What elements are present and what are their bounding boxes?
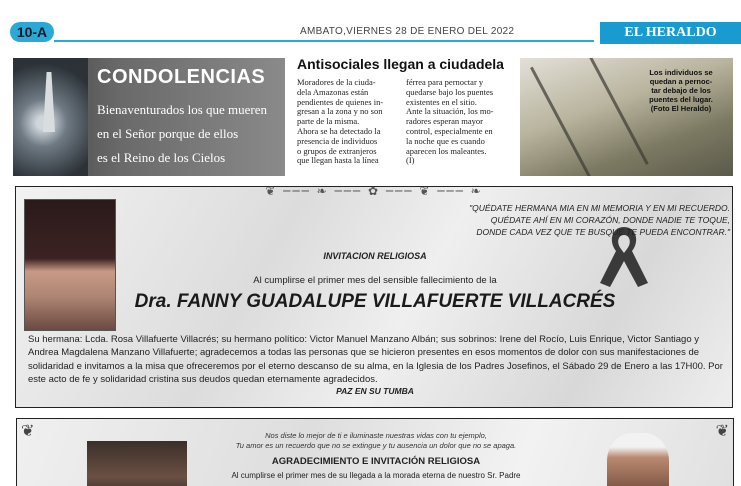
page-number-badge: 10-A xyxy=(10,22,54,42)
ornament-left-icon: ❦ xyxy=(21,421,35,440)
article-photo xyxy=(520,58,733,176)
article-line: o grupos de extranjeros xyxy=(297,145,377,156)
memorial-quote-2 xyxy=(17,431,735,451)
article-line: la noche que es cuando xyxy=(406,135,485,146)
article-line: control, especialmente en xyxy=(406,125,493,136)
article-line: aparecen los maleantes. xyxy=(406,145,487,156)
article-line: radores esperan mayor xyxy=(406,116,483,127)
caption-line: quedan a pernoc- xyxy=(649,77,713,86)
article-column-2 xyxy=(406,78,512,166)
article-headline: Antisociales llegan a ciudadela xyxy=(297,56,504,72)
page-header xyxy=(0,0,741,44)
article-line: férrea para pernoctar y xyxy=(406,77,484,87)
condolences-banner xyxy=(13,58,285,176)
dateline: AMBATO,VIERNES 28 DE ENERO DEL 2022 xyxy=(300,26,515,37)
condolences-title: CONDOLENCIAS xyxy=(97,66,266,88)
verse-line: Bienaventurados los que mueren xyxy=(97,102,268,117)
article-line: que llegan hasta la línea xyxy=(297,155,379,166)
closing-line: PAZ EN SU TUMBA xyxy=(336,386,414,396)
ornament-border: ❦ ─── ❧ ─── ✿ ─── ❦ ─── ❧ xyxy=(265,184,483,198)
article-line: pendientes de quienes in- xyxy=(297,96,384,107)
article-line: parte de la misma. xyxy=(297,116,360,127)
caption-line: tar debajo de los xyxy=(651,86,711,95)
obituary-notice xyxy=(15,186,733,408)
quote-line: "QUÉDATE HERMANA MIA EN MI MEMORIA Y EN MI RECUERDO. xyxy=(469,203,730,213)
article-line: dela Amazonas están xyxy=(297,86,369,97)
second-obituary-notice xyxy=(16,418,734,486)
newspaper-brand: EL HERALDO xyxy=(600,22,741,44)
verse-line: es el Reino de los Cielos xyxy=(97,150,226,165)
lighthouse-image xyxy=(13,58,88,176)
quote-line: QUÉDATE AHÍ EN MI CORAZÓN, DONDE NADIE TE TOQUE, xyxy=(490,215,730,225)
ornament-right-icon: ❦ xyxy=(715,421,729,440)
verse-line: en el Señor porque de ellos xyxy=(97,126,239,141)
article-line: (I) xyxy=(406,155,415,166)
deceased-name: Dra. FANNY GUADALUPE VILLAFUERTE VILLACRÉS xyxy=(134,291,616,312)
article-line: quedarse bajo los puentes xyxy=(406,86,494,97)
header-rule xyxy=(54,40,594,42)
caption-line: Los individuos se xyxy=(649,68,713,77)
article-line: Moradores de la ciuda- xyxy=(297,77,376,87)
obituary-intro: Al cumplirse el primer mes del sensible fallecimiento de la xyxy=(253,275,497,286)
memorial-quote xyxy=(416,202,730,238)
article-line: presencia de individuos xyxy=(297,135,378,146)
caption-line: puentes del lugar. xyxy=(649,95,713,104)
lighthouse-icon xyxy=(43,72,55,132)
quote-line: Nos diste lo mejor de ti e iluminaste nuestras vidas con tu ejemplo, xyxy=(265,431,487,440)
second-obituary-title: AGRADECIMIENTO E INVITACIÓN RELIGIOSA xyxy=(271,456,481,467)
quote-line: Tu amor es un recuerdo que no se extingue y tu ausencia un dolor que no se apaga. xyxy=(235,441,517,450)
article-column-1 xyxy=(297,78,397,166)
obituary-body: Su hermana: Lcda. Rosa Villafuerte Villacrés; su hermano político: Victor Manuel Manzano Albán; sus sobrinos: Irene del Rocío, Luis Enrique, Victor Santiago y Andrea Magdalena Manzano Villafuerte; agradecemos a todas las personas que se hicieron presentes en esos momentos de dolor con sus manifestaciones de solidaridad e invitamos a la misa que ofreceremos por el eterno descanso de su alma, en la Iglesia de los Padres Josefinos, el Sábado 29 de Enero a las 17H00. Por este acto de fe y solidaridad cristina sus deudos quedan eternamente agradecidos. xyxy=(28,334,723,386)
article-line: Ahora se ha detectado la xyxy=(297,125,381,136)
caption-line: (Foto El Heraldo) xyxy=(650,104,712,113)
article-line: existentes en el sitio. xyxy=(406,96,477,107)
railway-tracks xyxy=(530,58,649,176)
condolences-verse xyxy=(97,98,283,170)
photo-caption xyxy=(635,68,727,113)
quote-line: DONDE CADA VEZ QUE TE BUSQUE TE PUEDA ENCONTRAR." xyxy=(476,227,730,237)
article-line: gresan a la zona y no son xyxy=(297,106,383,117)
article-line: Ante la situación, los mo- xyxy=(406,106,494,117)
invitation-heading: INVITACION RELIGIOSA xyxy=(323,251,427,261)
second-obituary-intro: Al cumplirse el primer mes de su llegada a la morada eterna de nuestro Sr. Padre xyxy=(231,471,521,480)
